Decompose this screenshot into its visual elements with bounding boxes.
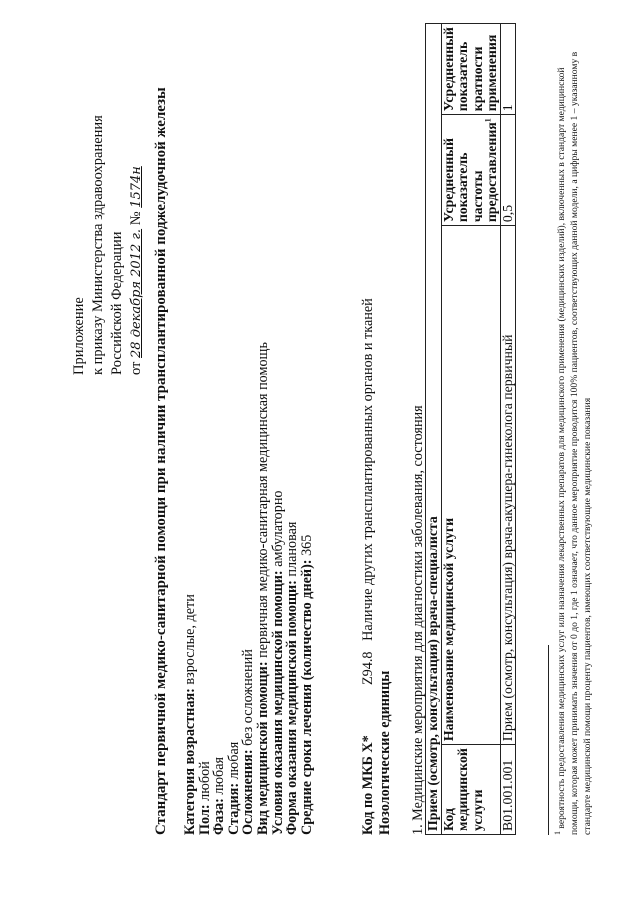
appendix-header [70,115,146,375]
info-line [212,342,227,835]
footnote-number: 1 [552,831,562,835]
info-label: Осложнения: [240,749,257,835]
col-header-frequency-text: Усредненный показатель частоты предоставления [440,122,499,223]
info-line [285,342,300,835]
col-header-multiplicity: Усредненный показатель кратности применения [441,24,500,115]
document-title: Стандарт первичной медико-санитарной помощи при наличии трансплантированной поджелудочной железы [153,87,169,835]
section-title: 1. Медицинские мероприятия для диагностики заболевания, состояния [410,405,426,835]
info-value: взрослые, дети [182,594,198,689]
footnote-mark: 1 [483,118,493,123]
info-value: любой [196,761,213,805]
info-label: Средние сроки лечения (количество дней): [298,559,315,835]
col-header-code: Код медицинской услуги [441,745,500,835]
nosology-label: Нозологические единицы [377,670,393,835]
table-row [500,24,516,835]
order-date: 28 декабря 2012 г. [129,228,144,358]
appendix-line: Российской Федерации [109,231,125,375]
table-subheader-row [426,24,442,835]
mkb-label: Код по МКБ X* [360,735,376,835]
cell-code: B01.001.001 [500,745,516,835]
info-value: любая [211,756,228,799]
from-prefix: от [128,361,144,375]
icd-codes [360,298,394,835]
col-header-frequency [441,115,500,226]
table-header-row [441,24,500,835]
info-label: Форма оказания медицинской помощи: [284,580,301,835]
info-label: Стадия: [225,782,242,835]
info-label: Условия оказания медицинской помощи: [269,570,286,835]
info-value: любая [225,741,242,783]
info-value: амбулаторно [269,490,286,571]
table-subheader: Прием (осмотр, консультация) врача-специалиста [426,24,442,835]
info-line [241,342,256,835]
info-line [256,342,271,835]
mkb-line [360,298,377,835]
info-line [271,342,286,835]
order-number: 1574н [129,166,144,208]
mkb-description: Наличие других трансплантированных органов и тканей [360,298,376,641]
info-value: 365 [298,534,315,560]
info-line [183,342,198,835]
cell-frequency: 0,5 [500,115,516,226]
info-line [300,342,315,835]
services-table [425,23,516,835]
info-line [198,342,213,835]
cell-multiplicity: 1 [500,24,516,115]
footnote-divider [548,645,549,835]
appendix-line: к приказу Министерства здравоохранения [90,115,106,375]
info-label: Категория возрастная: [182,688,198,835]
info-value: первичная медико-санитарная медицинская помощь [254,342,271,662]
footnote-text: вероятность предоставления медицинских услуг или назначения лекарственных препаратов для медицинского применения (медицинских изделий), включенных в стандарт медицинской помощи, которая может принимать значения от 0 до 1, где 1 означает, что данное мероприятие проводится 100% пациентов, соответствующих данной модели, а цифры менее 1 – указанному в стандарте медицинской помощи проценту пациентов, имеющих соответствующие медицинские показания [556,51,593,835]
info-label: Пол: [196,804,213,835]
info-value: плановая [284,521,301,581]
info-label: Вид медицинской помощи: [254,661,271,835]
nosology-line [377,298,394,835]
order-date-line [127,115,146,375]
cell-name: Прием (осмотр, консультация) врача-акушера-гинеколога первичный [500,226,516,745]
number-prefix: № [128,211,144,226]
col-header-name: Наименование медицинской услуги [441,226,500,745]
info-line [227,342,242,835]
mkb-code: Z94.8 [360,651,376,685]
info-label: Фаза: [211,798,228,835]
standard-info [183,342,314,835]
info-value: без осложнений [240,649,257,750]
footnote [552,45,594,835]
appendix-line: Приложение [71,297,87,375]
